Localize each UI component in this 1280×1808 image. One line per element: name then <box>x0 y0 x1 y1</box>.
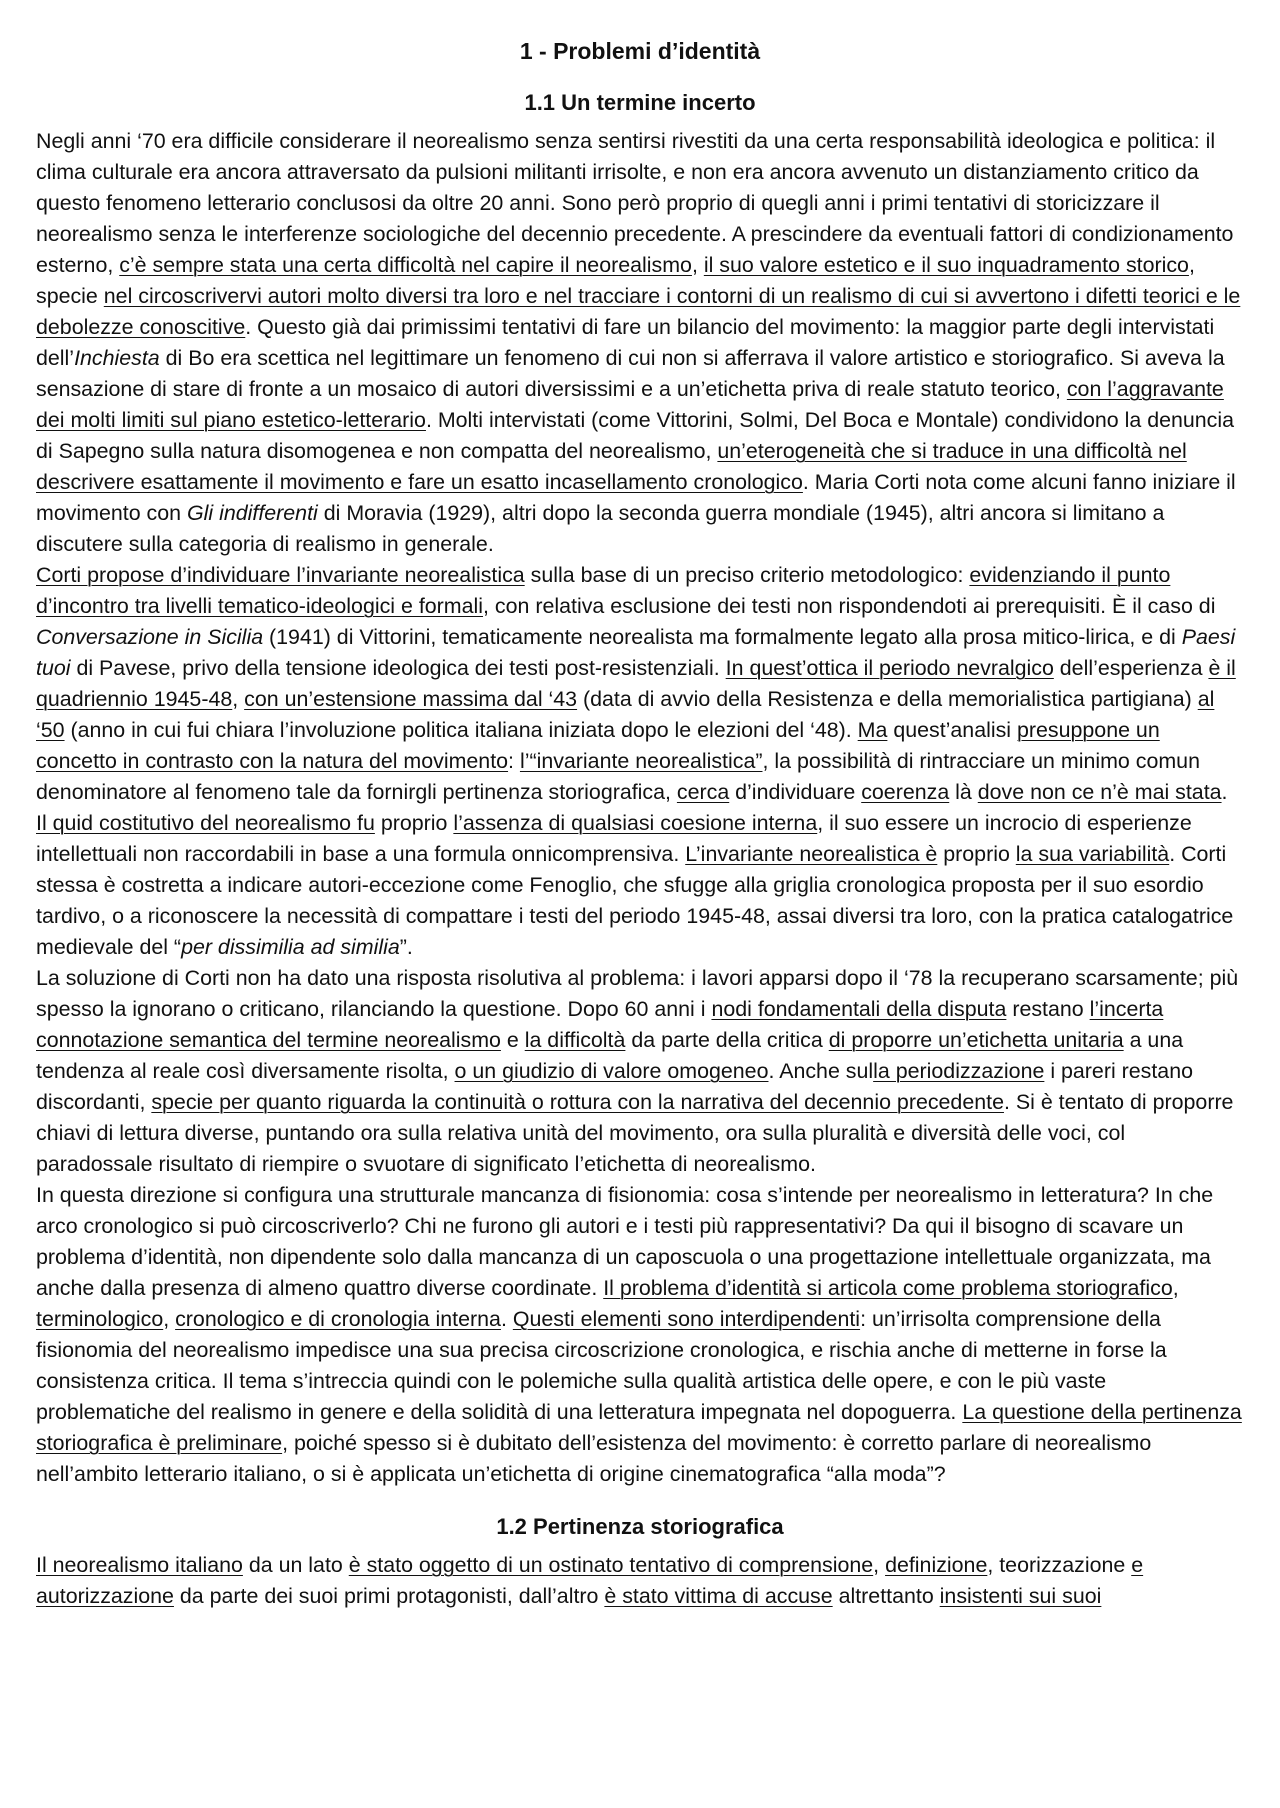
text-run: . Corti stessa è costretta a indicare autori-eccezione come Fenoglio, che sfugge alla griglia cronologica proposta per il suo esordio tardivo, o a riconoscere la necessità di compattare i testi del periodo 1945-48, assai diversi tra loro, con la pratica catalogatrice medievale del “ <box>36 842 1234 959</box>
text-run: , <box>873 1553 886 1577</box>
underlined-text: al ‘50 <box>36 687 1215 742</box>
underlined-text: è stato vittima di accuse <box>604 1584 833 1608</box>
underlined-text: Questi elementi sono interdipendenti <box>512 1307 861 1331</box>
text-run: In questa direzione si configura una strutturale mancanza di fisionomia: cosa s’intende per neorealismo in letteratura? In che arco cronologico si può circoscriverlo? Chi ne furono gli autori e i testi più rappresentativi? Da qui il bisogno di scavare un problema d’identità, non dipendente solo dalla mancanza di un caposcuola o una progettazione intellettuale organizzata, ma anche dalla presenza di almeno quattro diverse coordinate. <box>36 1183 1214 1300</box>
text-run: , <box>232 687 245 711</box>
text-run: (anno in cui fui chiara l’involuzione politica italiana iniziata dopo le elezioni del ‘48). <box>64 718 858 742</box>
underlined-text: coerenza <box>861 780 950 804</box>
underlined-text: è stato oggetto di un ostinato tentativo di comprensione <box>348 1553 874 1577</box>
text-run: : <box>508 749 520 773</box>
underlined-text: la difficoltà <box>524 1028 626 1052</box>
italic-text: per dissimilia ad similia <box>181 935 400 959</box>
text-run: , <box>691 253 704 277</box>
text-run: d’individuare <box>729 780 862 804</box>
underlined-text: terminologico <box>36 1307 164 1331</box>
text-run: , <box>163 1307 176 1331</box>
text-run: sulla base di un preciso criterio metodologico: <box>524 563 970 587</box>
underlined-text: con un’estensione massima dal ‘43 <box>244 687 578 711</box>
text-run: da un lato <box>242 1553 349 1577</box>
underlined-text: Il problema d’identità si articola come problema storiografico <box>603 1276 1173 1300</box>
underlined-text: definizione <box>885 1553 988 1577</box>
paragraph <box>36 126 1244 560</box>
underlined-text: Corti propose d’individuare l’invariante neorealistica <box>36 563 525 587</box>
underlined-text: specie per quanto riguarda la continuità o rottura con la narrativa del decennio precedente <box>151 1090 1004 1114</box>
text-run: , il suo essere un incrocio di esperienze intellettuali non raccordabili in base a una formula onnicomprensiva. <box>36 811 1192 866</box>
underlined-text: di proporre un’etichetta unitaria <box>828 1028 1124 1052</box>
paragraph <box>36 1550 1244 1612</box>
text-run: quest’analisi <box>887 718 1017 742</box>
text-run: . Questo già dai primissimi tentativi di fare un bilancio del movimento: la maggior parte degli intervistati dell’ <box>36 315 1215 370</box>
text-run: Negli anni ‘70 era difficile considerare il neorealismo senza sentirsi rivestiti da una certa responsabilità ideologica e politica: il clima culturale era ancora attraversato da pulsioni militanti irrisolte, e non era ancora avvenuto un distanziamento critico da questo fenomeno letterario conclusosi da oltre 20 anni. Sono però proprio di quegli anni i primi tentativi di storicizzare il neorealismo senza le interferenze sociologiche del decennio precedente. A prescindere da eventuali fattori di condizionamento esterno, <box>36 129 1234 277</box>
underlined-text: cerca <box>676 780 730 804</box>
italic-text: Conversazione in Sicilia <box>36 625 264 649</box>
italic-text: Gli indifferenti <box>187 501 318 525</box>
text-run: dell’esperienza <box>1053 656 1209 680</box>
text-run: , con relativa esclusione dei testi non rispondendoti ai prerequisiti. È il caso di <box>483 594 1216 618</box>
text-run: e <box>500 1028 525 1052</box>
text-run: i pareri restano discordanti, <box>36 1059 1193 1114</box>
underlined-text: In quest’ottica il periodo nevralgico <box>725 656 1054 680</box>
underlined-text: l’“invariante neorealistica” <box>519 749 763 773</box>
text-run: , poiché spesso si è dubitato dell’esistenza del movimento: è corretto parlare di neorealismo nell’ambito letterario italiano, o si è applicata un’etichetta di origine cinematografica “alla moda”? <box>36 1431 1152 1486</box>
text-run: . Si è tentato di proporre chiavi di lettura diverse, puntando ora sulla relativa unità del movimento, ora sulla pluralità e diversità delle voci, col paradossale risultato di riempire o svuotare di significato l’etichetta di neorealismo. <box>36 1090 1234 1176</box>
text-run: , <box>1172 1276 1179 1300</box>
text-run: altrettanto <box>832 1584 940 1608</box>
underlined-text: La questione della pertinenza storiografica è preliminare <box>36 1400 1242 1455</box>
text-run: di Pavese, privo della tensione ideologica dei testi post-resistenziali. <box>70 656 726 680</box>
underlined-text: Il quid costitutivo del neorealismo fu <box>36 811 375 835</box>
text-run: da parte della critica <box>625 1028 829 1052</box>
text-run: là <box>949 780 978 804</box>
underlined-text: Ma <box>857 718 888 742</box>
section-heading-1-2: 1.2 Pertinenza storiografica <box>496 1514 784 1539</box>
underlined-text: presuppone un concetto in contrasto con la natura del movimento <box>36 718 1160 773</box>
paragraph <box>36 963 1244 1180</box>
italic-text: Inchiesta <box>74 346 160 370</box>
text-run: proprio <box>374 811 454 835</box>
text-run: di Bo era scettica nel legittimare un fenomeno di cui non si afferrava il valore artistico e storiografico. Si aveva la sensazione di stare di fronte a un mosaico di autori diversissimi e a un’etichetta priva di reale statuto teorico, <box>36 346 1225 401</box>
underlined-text: o un giudizio di valore omogeneo <box>454 1059 769 1083</box>
text-run: : un’irrisolta comprensione della fisionomia del neorealismo impedisce una sua precisa circoscrizione cronologica, e rischia anche di metterne in forse la consistenza critica. Il tema s’intreccia quindi con le polemiche sulla qualità artistica delle opere, e con le più vaste problematiche del realismo in genere e della solidità di una letteratura impegnata nel dopoguerra. <box>36 1307 1167 1424</box>
text-run: . Anche sul <box>768 1059 874 1083</box>
text-run: ”. <box>399 935 413 959</box>
underlined-text: e autorizzazione <box>36 1553 1144 1608</box>
paragraph <box>36 1180 1244 1490</box>
text-run: di Moravia (1929), altri dopo la seconda guerra mondiale (1945), altri ancora si limitano a discutere sulla categoria di realismo in generale. <box>36 501 1165 556</box>
underlined-text: nodi fondamentali della disputa <box>711 997 1007 1021</box>
underlined-text: l’incerta connotazione semantica del termine neorealismo <box>36 997 1164 1052</box>
text-run: proprio <box>937 842 1016 866</box>
underlined-text: insistenti sui suoi <box>939 1584 1102 1608</box>
text-run: (1941) di Vittorini, tematicamente neorealista ma formalmente legato alla prosa mitico-lirica, e di <box>263 625 1182 649</box>
text-run: restano <box>1006 997 1090 1021</box>
underlined-text: c’è sempre stata una certa difficoltà nel capire il neorealismo <box>119 253 692 277</box>
text-run: da parte dei suoi primi protagonisti, dall’altro <box>173 1584 605 1608</box>
section-heading-1-1: 1.1 Un termine incerto <box>524 90 756 115</box>
text-run: , la possibilità di rintracciare un minimo comun denominatore al fenomeno tale da fornirgli pertinenza storiografica, <box>36 749 1200 804</box>
text-run: . <box>500 1307 513 1331</box>
underlined-text: è il quadriennio 1945-48 <box>36 656 1236 711</box>
underlined-text: cronologico e di cronologia interna <box>175 1307 501 1331</box>
underlined-text: l’assenza di qualsiasi coesione interna <box>453 811 818 835</box>
underlined-text: il suo valore estetico e il suo inquadramento storico <box>703 253 1189 277</box>
text-run: a una tendenza al reale così diversamente risolta, <box>36 1028 1184 1083</box>
underlined-text: la sua variabilità <box>1015 842 1170 866</box>
underlined-text: L’invariante neorealistica è <box>685 842 938 866</box>
text-run: , teorizzazione <box>987 1553 1132 1577</box>
text-run: (data di avvio della Resistenza e della memorialistica partigiana) <box>577 687 1198 711</box>
underlined-text: un’eterogeneità che si traduce in una difficoltà nel descrivere esattamente il movimento e fare un esatto incasellamento cronologico <box>36 439 1187 494</box>
page-title: 1 - Problemi d’identità <box>519 38 761 64</box>
underlined-text: con l’aggravante dei molti limiti sul piano estetico-letterario <box>36 377 1224 432</box>
italic-text: Paesi tuoi <box>36 625 1236 680</box>
text-run: . <box>1221 780 1228 804</box>
underlined-text: nel circoscrivervi autori molto diversi tra loro e nel tracciare i contorni di un realismo di cui si avvertono i difetti teorici e le debolezze conoscitive <box>36 284 1241 339</box>
underlined-text: la periodizzazione <box>873 1059 1045 1083</box>
underlined-text: evidenziando il punto d’incontro tra livelli tematico-ideologici e formali <box>36 563 1171 618</box>
underlined-text: dove non ce n’è mai stata <box>977 780 1222 804</box>
underlined-text: Il neorealismo italiano <box>36 1553 243 1577</box>
text-run: . Molti intervistati (come Vittorini, Solmi, Del Boca e Montale) condividono la denuncia di Sapegno sulla natura disomogenea e non compatta del neorealismo, <box>36 408 1235 463</box>
text-run: La soluzione di Corti non ha dato una risposta risolutiva al problema: i lavori apparsi dopo il ‘78 la recuperano scarsamente; più spesso la ignorano o criticano, rilanciando la questione. Dopo 60 anni i <box>36 966 1239 1021</box>
paragraph <box>36 560 1244 963</box>
text-run: , specie <box>36 253 1195 308</box>
text-run: . Maria Corti nota come alcuni fanno iniziare il movimento con <box>36 470 1236 525</box>
